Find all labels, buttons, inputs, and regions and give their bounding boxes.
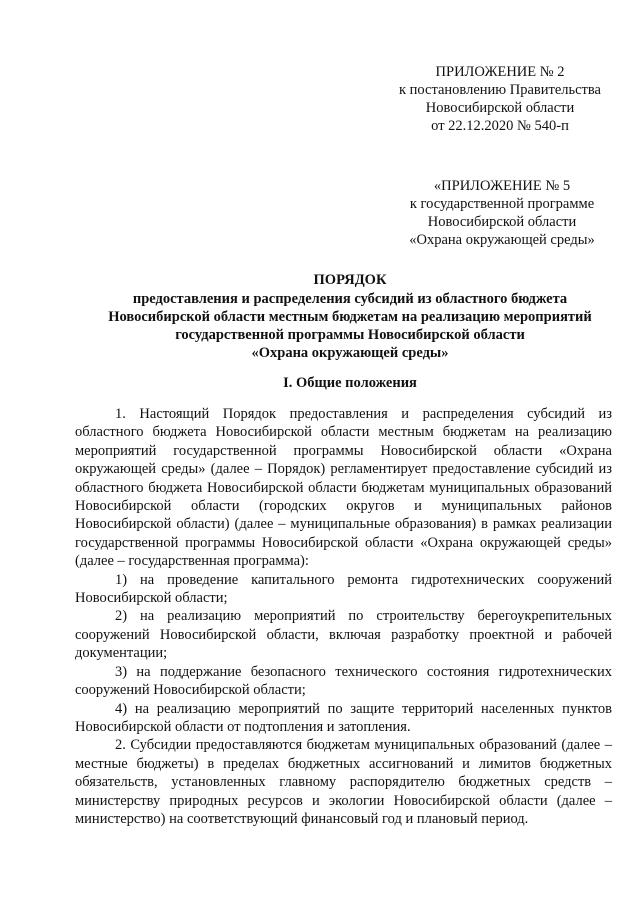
- title-line-3: государственной программы Новосибирской области: [175, 327, 525, 343]
- section-heading: I. Общие положения: [283, 375, 417, 391]
- paragraph-2: 2. Субсидии предоставляются бюджетам муниципальных образований (далее – местные бюджеты) в пределах бюджетных ассигнований и лимитов бюджетных обязательств, установленных главному распорядителю бюджетных средств – министерству природных ресурсов и экологии Новосибирской области (далее – министерство) на соответствующий финансовый год и плановый период.: [75, 737, 612, 827]
- title-line-4: «Охрана окружающей среды»: [251, 345, 449, 361]
- document-title: [70, 271, 630, 362]
- appendix-2-line-3: Новосибирской области: [425, 100, 575, 116]
- title-line-2: Новосибирской области местным бюджетам на реализацию мероприятий: [108, 309, 592, 325]
- appendix-5-line-4: «Охрана окружающей среды»: [409, 232, 595, 248]
- paragraph-1: 1. Настоящий Порядок предоставления и распределения субсидий из областного бюджета Новосибирской области местным бюджетам на реализацию мероприятий государственной программы Новосибирской области «Охрана окружающей среды» (далее – Порядок) регламентирует предоставление субсидий из областного бюджета Новосибирской области бюджетам муниципальных образований Новосибирской области (городских округов и муниципальных районов Новосибирской области) (далее – муниципальные образования) в рамках реализации государственной программы Новосибирской области «Охрана окружающей среды» (далее – государственная программа):: [75, 406, 612, 570]
- appendix-2-header: [360, 63, 640, 135]
- appendix-5-line-3: Новосибирской области: [427, 214, 577, 230]
- title-line-1: предоставления и распределения субсидий из областного бюджета: [132, 291, 568, 307]
- title-main: ПОРЯДОК: [313, 272, 387, 288]
- appendix-2-line-4: от 22.12.2020 № 540-п: [431, 118, 569, 134]
- paragraph-1-item-3: 3) на поддержание безопасного технического состояния гидротехнических сооружений Новосибирской области;: [75, 663, 612, 699]
- appendix-2-line-1: ПРИЛОЖЕНИЕ № 2: [435, 64, 565, 80]
- paragraph-1-item-1: 1) на проведение капитального ремонта гидротехнических сооружений Новосибирской области;: [75, 571, 612, 607]
- appendix-5-header: [362, 177, 640, 249]
- document-body: [75, 405, 612, 828]
- paragraph-1-item-4: 4) на реализацию мероприятий по защите территорий населенных пунктов Новосибирской области от подтопления и затопления.: [75, 700, 612, 735]
- appendix-2-line-2: к постановлению Правительства: [399, 82, 601, 98]
- paragraph-1-item-2: 2) на реализацию мероприятий по строительству берегоукрепительных сооружений Новосибирской области, включая разработку проектной и рабочей документации;: [75, 608, 612, 662]
- appendix-5-line-2: к государственной программе: [409, 196, 595, 212]
- appendix-5-line-1: «ПРИЛОЖЕНИЕ № 5: [433, 178, 571, 194]
